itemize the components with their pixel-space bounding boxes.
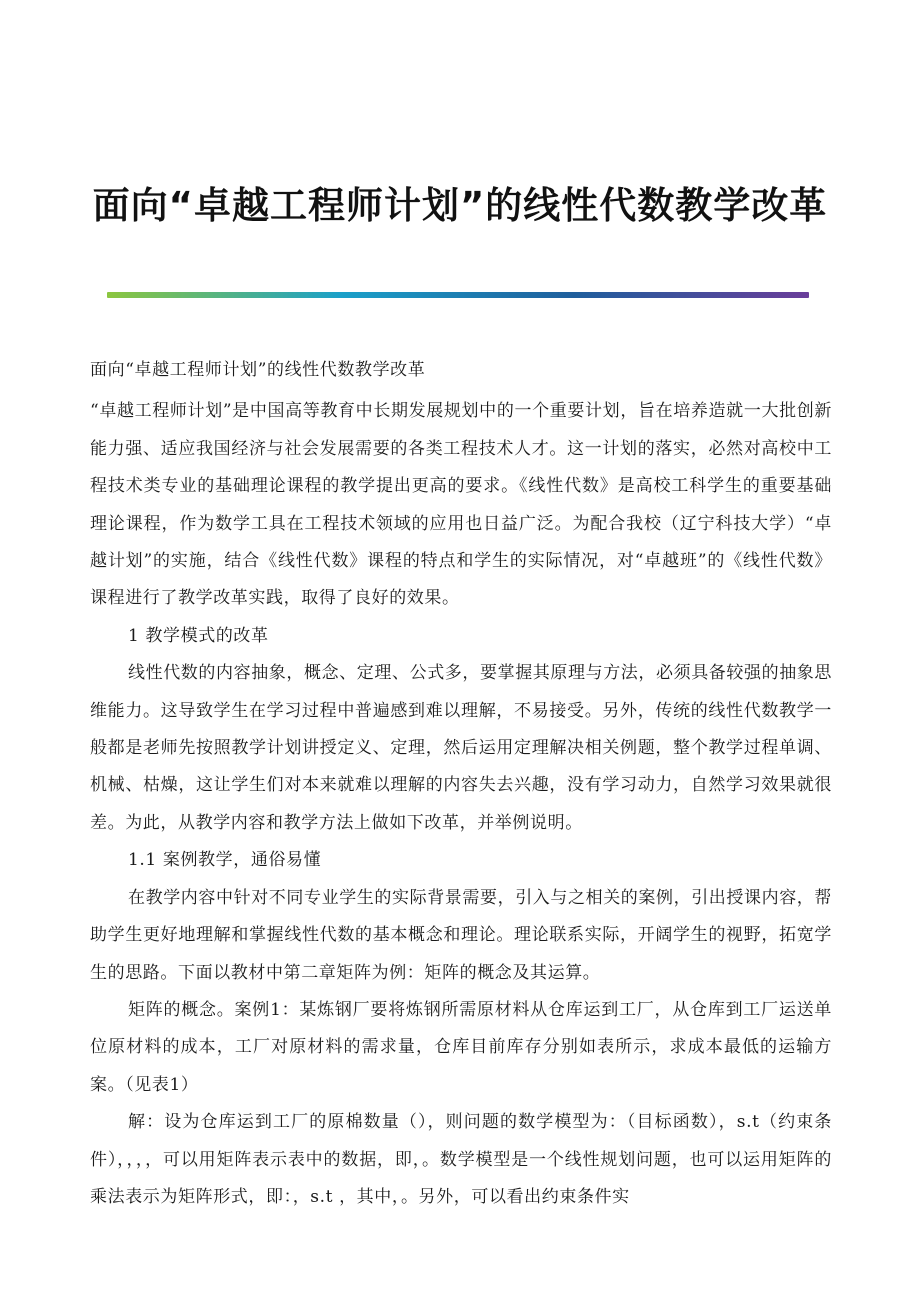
document-body [90,352,832,1216]
section-heading-1: 1 教学模式的改革 [128,625,269,646]
title-divider [107,292,809,298]
body-paragraph: 在教学内容中针对不同专业学生的实际背景需要，引入与之相关的案例，引出授课内容，帮助学生更好地理解和掌握线性代数的基本概念和理论。理论联系实际，开阔学生的视野，拓宽学生的思路。下面以教材中第二章矩阵为例：矩阵的概念及其运算。 [90,887,832,983]
intro-paragraph: “卓越工程师计划”是中国高等教育中长期发展规划中的一个重要计划，旨在培养造就一大批创新能力强、适应我国经济与社会发展需要的各类工程技术人才。这一计划的落实，必然对高校中工程技术类专业的基础理论课程的教学提出更高的要求。《线性代数》是高校工科学生的重要基础理论课程，作为数学工具在工程技术领域的应用也日益广泛。为配合我校（辽宁科技大学）“卓越计划”的实施，结合《线性代数》课程的特点和学生的实际情况，对“卓越班”的《线性代数》课程进行了教学改革实践，取得了良好的效果。 [90,401,832,609]
section-heading-1-1: 1.1 案例教学，通俗易懂 [128,850,322,871]
document-title: 面向“卓越工程师计划”的线性代数教学改革 [92,184,828,227]
body-paragraph: 线性代数的内容抽象，概念、定理、公式多，要掌握其原理与方法，必须具备较强的抽象思维能力。这导致学生在学习过程中普遍感到难以理解，不易接受。另外，传统的线性代数教学一般都是老师先按照教学计划讲授定义、定理，然后运用定理解决相关例题，整个教学过程单调、机械、枯燥，这让学生们对本来就难以理解的内容失去兴趣，没有学习动力，自然学习效果就很差。为此，从教学内容和教学方法上做如下改革，并举例说明。 [90,663,832,833]
body-paragraph: 矩阵的概念。案例1：某炼钢厂要将炼钢所需原材料从仓库运到工厂，从仓库到工厂运送单位原材料的成本，工厂对原材料的需求量，仓库目前库存分别如表所示，求成本最低的运输方案。（见表1） [90,999,832,1095]
document-subtitle: 面向“卓越工程师计划”的线性代数教学改革 [90,360,426,380]
body-paragraph: 解：设为仓库运到工厂的原棉数量（），则问题的数学模型为：（目标函数），s.t（约束条件），，，，可以用矩阵表示表中的数据，即，。数学模型是一个线性规划问题，也可以运用矩阵的乘法表示为矩阵形式，即：，s.t ，其中，。另外，可以看出约束条件实 [90,1112,832,1207]
